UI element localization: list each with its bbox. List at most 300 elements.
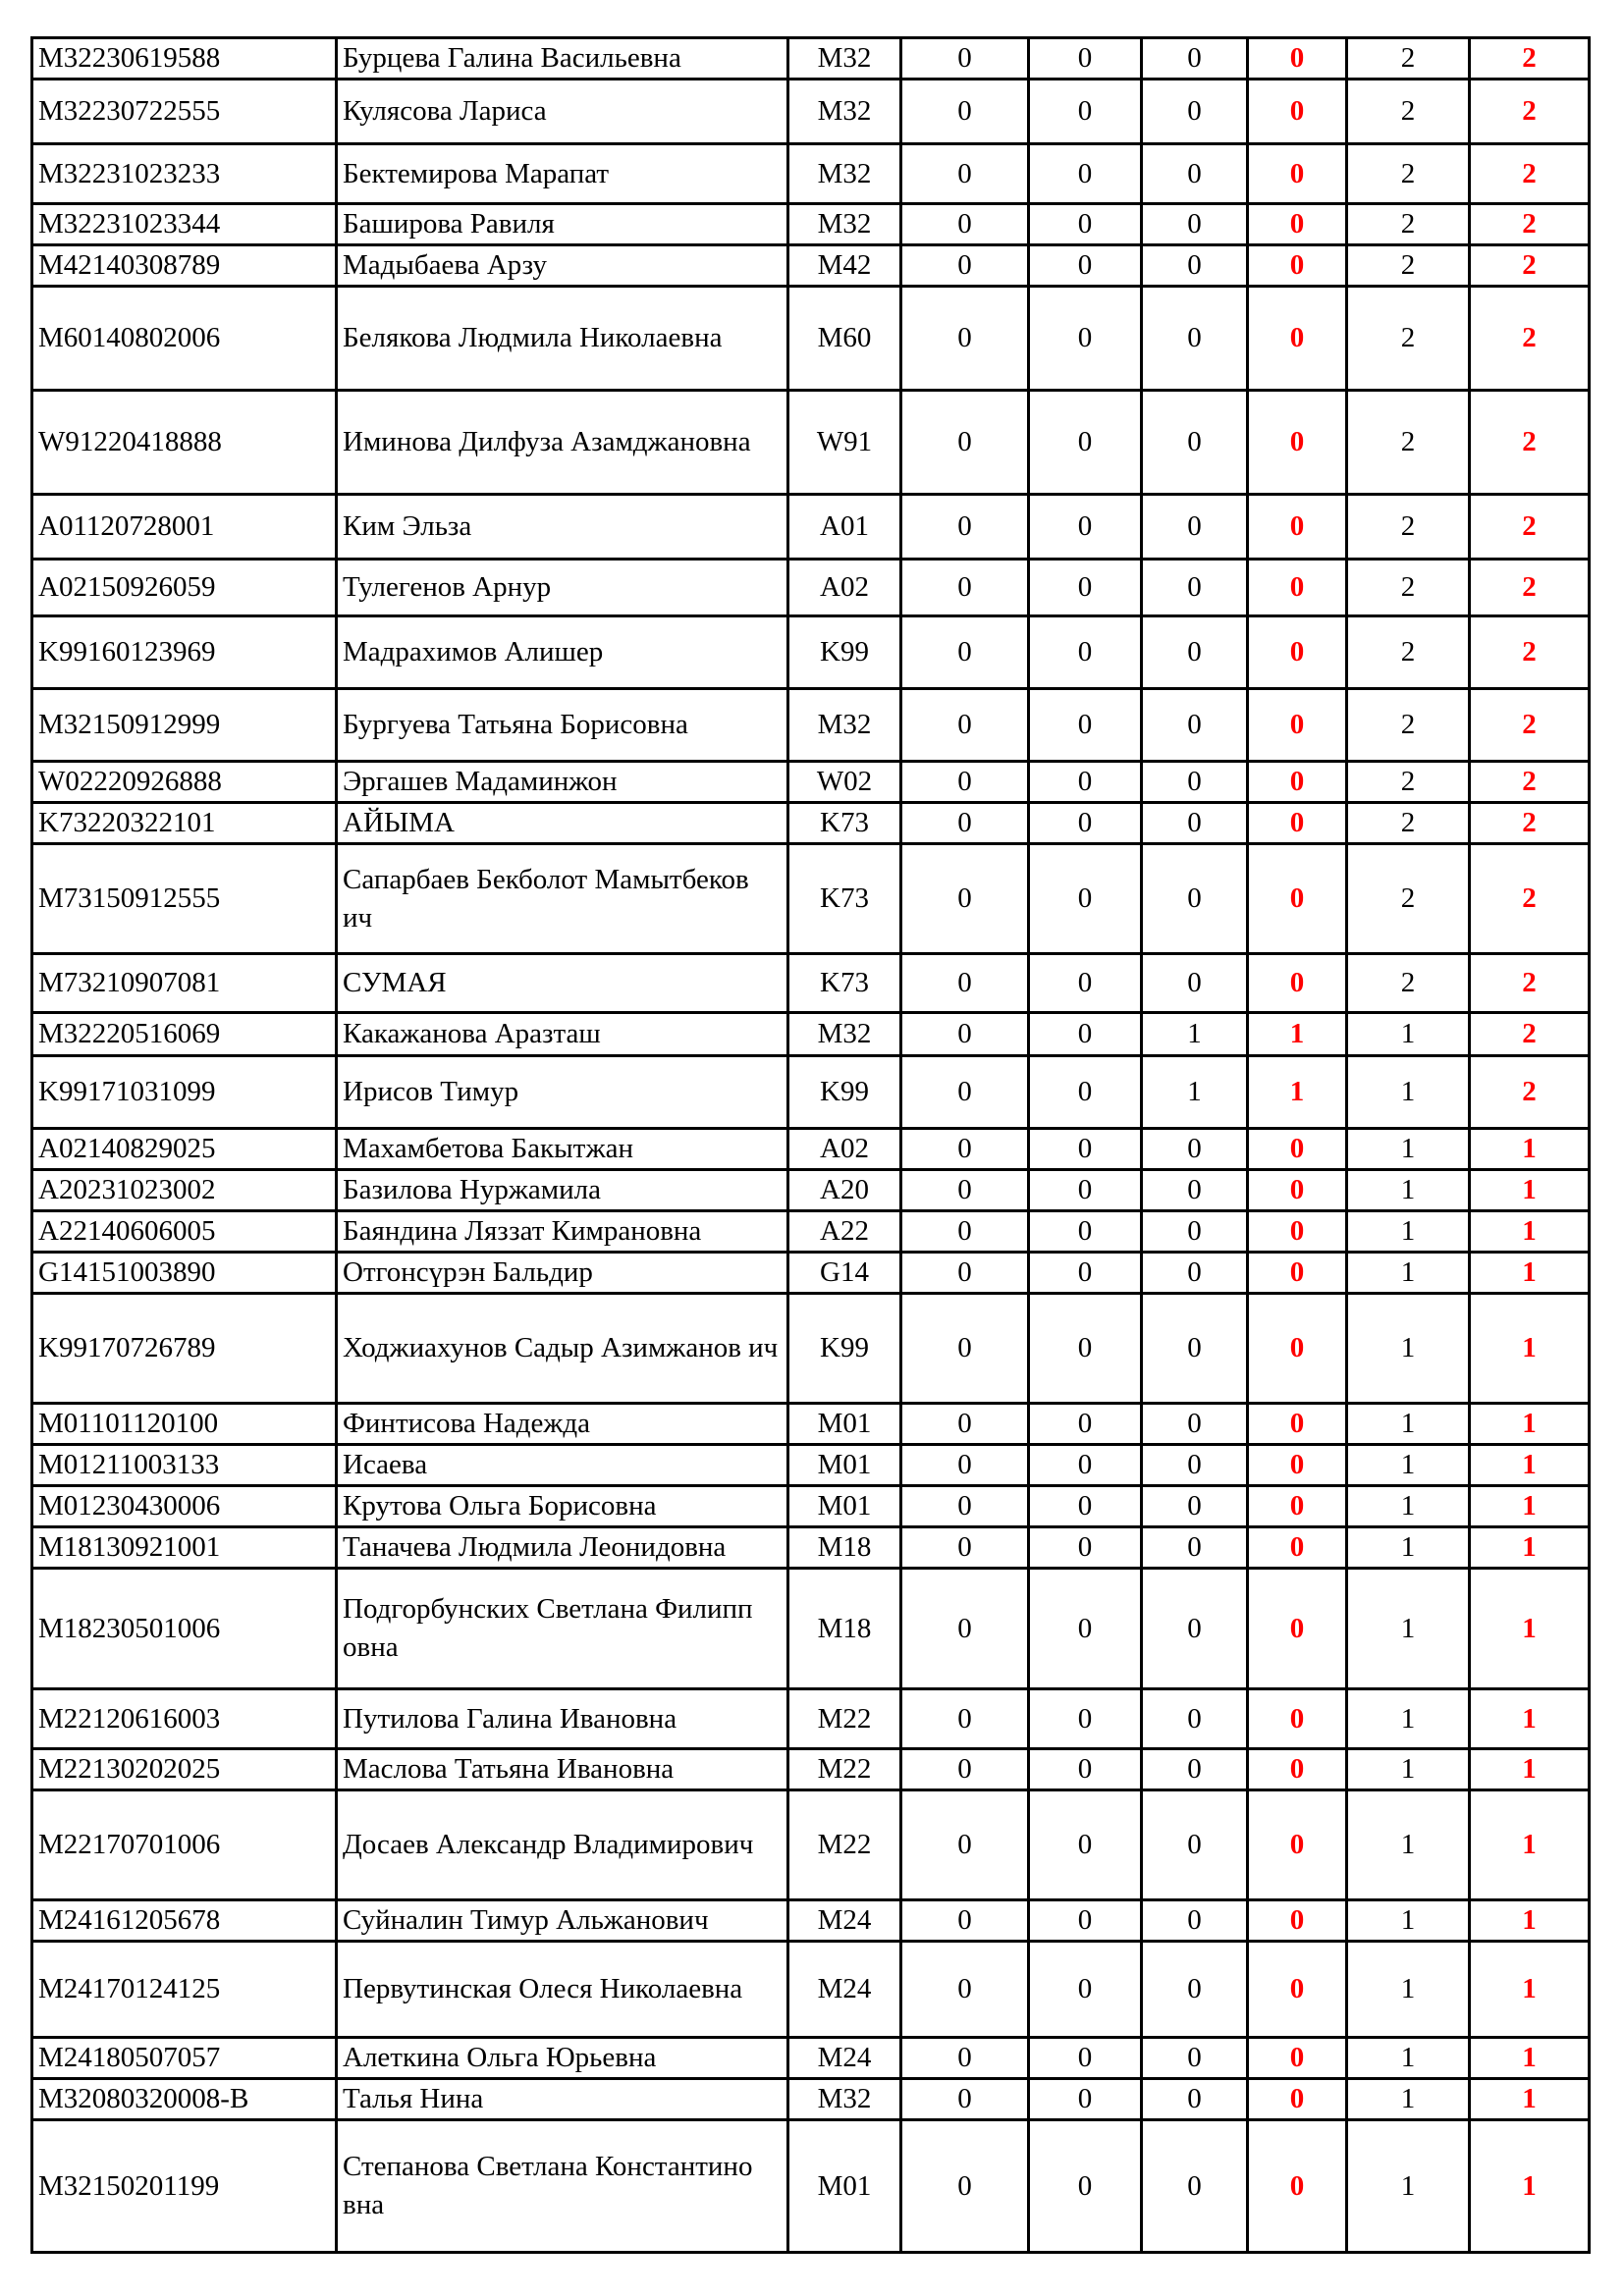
participant-name: Бургуева Татьяна Борисовна [337, 689, 788, 762]
total-score: 1 [1470, 1790, 1590, 1900]
participant-code: G14151003890 [32, 1253, 337, 1294]
score-col-1: 0 [901, 495, 1029, 560]
score-col-1: 0 [901, 1689, 1029, 1749]
score-col-3: 0 [1142, 495, 1248, 560]
participant-code: M32080320008-B [32, 2079, 337, 2120]
score-col-2: 0 [1029, 1013, 1142, 1056]
table-row [32, 1211, 1590, 1253]
score-col-4-highlight: 0 [1248, 1486, 1347, 1527]
participant-code: A01120728001 [32, 495, 337, 560]
participant-code: M32230619588 [32, 38, 337, 80]
participant-code: W91220418888 [32, 391, 337, 495]
participant-name: Финтисова Надежда [337, 1404, 788, 1445]
score-col-1: 0 [901, 1749, 1029, 1790]
participant-name: Иминова Дилфуза Азамджановна [337, 391, 788, 495]
group-code: W91 [788, 391, 901, 495]
score-col-2: 0 [1029, 1211, 1142, 1253]
participant-name: Крутова Ольга Борисовна [337, 1486, 788, 1527]
total-score: 1 [1470, 1211, 1590, 1253]
score-col-1: 0 [901, 689, 1029, 762]
score-col-1: 0 [901, 1170, 1029, 1211]
table-row [32, 1749, 1590, 1790]
total-score: 2 [1470, 1013, 1590, 1056]
participant-code: M18230501006 [32, 1569, 337, 1689]
group-code: K73 [788, 803, 901, 844]
score-col-1: 0 [901, 391, 1029, 495]
score-col-4-highlight: 0 [1248, 762, 1347, 803]
table-row [32, 1527, 1590, 1569]
participant-code: M22170701006 [32, 1790, 337, 1900]
table-row [32, 689, 1590, 762]
score-col-5: 2 [1347, 762, 1470, 803]
score-col-4-highlight: 0 [1248, 616, 1347, 689]
score-col-5: 2 [1347, 287, 1470, 391]
score-col-1: 0 [901, 616, 1029, 689]
score-col-2: 0 [1029, 1445, 1142, 1486]
score-col-5: 2 [1347, 560, 1470, 616]
table-row [32, 80, 1590, 144]
group-code: K73 [788, 844, 901, 954]
score-col-3: 0 [1142, 803, 1248, 844]
participant-code: M01101120100 [32, 1404, 337, 1445]
score-col-1: 0 [901, 287, 1029, 391]
table-row [32, 1900, 1590, 1942]
score-col-3: 0 [1142, 204, 1248, 245]
group-code: W02 [788, 762, 901, 803]
table-row [32, 560, 1590, 616]
total-score: 2 [1470, 844, 1590, 954]
participant-code: M01230430006 [32, 1486, 337, 1527]
score-col-4-highlight: 0 [1248, 287, 1347, 391]
group-code: A02 [788, 560, 901, 616]
total-score: 1 [1470, 1253, 1590, 1294]
total-score: 2 [1470, 287, 1590, 391]
table-row [32, 1170, 1590, 1211]
score-col-4-highlight: 1 [1248, 1056, 1347, 1129]
score-col-1: 0 [901, 1527, 1029, 1569]
participant-code: K73220322101 [32, 803, 337, 844]
group-code: A01 [788, 495, 901, 560]
score-col-5: 1 [1347, 1749, 1470, 1790]
score-col-3: 0 [1142, 1790, 1248, 1900]
score-col-3: 0 [1142, 844, 1248, 954]
score-col-4-highlight: 0 [1248, 80, 1347, 144]
score-col-2: 0 [1029, 1129, 1142, 1170]
participant-name: Эргашев Мадаминжон [337, 762, 788, 803]
score-col-3: 0 [1142, 1900, 1248, 1942]
score-col-5: 1 [1347, 1253, 1470, 1294]
score-col-3: 0 [1142, 1486, 1248, 1527]
participant-code: M01211003133 [32, 1445, 337, 1486]
total-score: 2 [1470, 204, 1590, 245]
score-col-4-highlight: 0 [1248, 1170, 1347, 1211]
score-col-1: 0 [901, 1211, 1029, 1253]
score-col-1: 0 [901, 80, 1029, 144]
participant-code: M18130921001 [32, 1527, 337, 1569]
total-score: 2 [1470, 560, 1590, 616]
score-col-2: 0 [1029, 287, 1142, 391]
score-col-5: 1 [1347, 1445, 1470, 1486]
participant-name: Суйналин Тимур Альжанович [337, 1900, 788, 1942]
total-score: 1 [1470, 2079, 1590, 2120]
participant-code: M24180507057 [32, 2038, 337, 2079]
score-col-3: 1 [1142, 1056, 1248, 1129]
participant-name: Кулясова Лариса [337, 80, 788, 144]
group-code: M01 [788, 1486, 901, 1527]
participant-name: Тулегенов Арнур [337, 560, 788, 616]
score-col-3: 0 [1142, 762, 1248, 803]
total-score: 1 [1470, 2120, 1590, 2253]
table-row [32, 762, 1590, 803]
score-col-4-highlight: 0 [1248, 495, 1347, 560]
score-col-2: 0 [1029, 560, 1142, 616]
participant-name: Первутинская Олеся Николаевна [337, 1942, 788, 2038]
score-col-3: 0 [1142, 1942, 1248, 2038]
score-col-2: 0 [1029, 1749, 1142, 1790]
score-col-4-highlight: 0 [1248, 2079, 1347, 2120]
group-code: M22 [788, 1689, 901, 1749]
participant-name: Бектемирова Марапат [337, 144, 788, 204]
score-col-4-highlight: 0 [1248, 1900, 1347, 1942]
participant-name: Баширова Равиля [337, 204, 788, 245]
group-code: M24 [788, 1900, 901, 1942]
participant-code: M24170124125 [32, 1942, 337, 2038]
score-col-4-highlight: 0 [1248, 560, 1347, 616]
score-col-5: 2 [1347, 689, 1470, 762]
score-col-2: 0 [1029, 495, 1142, 560]
group-code: M18 [788, 1569, 901, 1689]
score-col-2: 0 [1029, 80, 1142, 144]
table-row [32, 495, 1590, 560]
participant-code: M32150912999 [32, 689, 337, 762]
score-col-4-highlight: 0 [1248, 2038, 1347, 2079]
participant-name: Мадыбаева Арзу [337, 245, 788, 287]
participant-name: Какажанова Аразташ [337, 1013, 788, 1056]
group-code: K99 [788, 616, 901, 689]
participant-code: M32230722555 [32, 80, 337, 144]
score-col-4-highlight: 0 [1248, 1253, 1347, 1294]
participant-name: Алеткина Ольга Юрьевна [337, 2038, 788, 2079]
participant-code: M32150201199 [32, 2120, 337, 2253]
results-table [30, 36, 1591, 2254]
participant-name: Базилова Нуржамила [337, 1170, 788, 1211]
score-col-5: 1 [1347, 1900, 1470, 1942]
score-col-4-highlight: 0 [1248, 1129, 1347, 1170]
score-col-2: 0 [1029, 616, 1142, 689]
score-col-1: 0 [901, 762, 1029, 803]
table-row [32, 1129, 1590, 1170]
score-col-3: 0 [1142, 1749, 1248, 1790]
total-score: 1 [1470, 1942, 1590, 2038]
score-col-5: 1 [1347, 1056, 1470, 1129]
score-col-1: 0 [901, 1445, 1029, 1486]
score-col-4-highlight: 0 [1248, 1569, 1347, 1689]
score-col-1: 0 [901, 2120, 1029, 2253]
score-col-5: 1 [1347, 1689, 1470, 1749]
total-score: 2 [1470, 38, 1590, 80]
score-col-4-highlight: 0 [1248, 1404, 1347, 1445]
participant-name: Махамбетова Бакытжан [337, 1129, 788, 1170]
participant-code: M32220516069 [32, 1013, 337, 1056]
score-col-3: 0 [1142, 1569, 1248, 1689]
total-score: 1 [1470, 1689, 1590, 1749]
participant-name: Досаев Александр Владимирович [337, 1790, 788, 1900]
score-col-2: 0 [1029, 204, 1142, 245]
total-score: 1 [1470, 1569, 1590, 1689]
participant-name: СУМАЯ [337, 954, 788, 1013]
score-col-3: 0 [1142, 616, 1248, 689]
participant-name: Степанова Светлана Константино вна [337, 2120, 788, 2253]
score-col-5: 1 [1347, 2038, 1470, 2079]
score-col-5: 1 [1347, 1942, 1470, 2038]
score-col-2: 0 [1029, 689, 1142, 762]
score-col-5: 2 [1347, 144, 1470, 204]
table-row [32, 245, 1590, 287]
total-score: 2 [1470, 495, 1590, 560]
score-col-5: 1 [1347, 1013, 1470, 1056]
score-col-5: 1 [1347, 1129, 1470, 1170]
score-col-1: 0 [901, 245, 1029, 287]
group-code: A02 [788, 1129, 901, 1170]
score-col-5: 2 [1347, 204, 1470, 245]
score-col-5: 2 [1347, 38, 1470, 80]
group-code: K99 [788, 1294, 901, 1404]
participant-code: A20231023002 [32, 1170, 337, 1211]
score-col-4-highlight: 0 [1248, 38, 1347, 80]
score-col-4-highlight: 0 [1248, 954, 1347, 1013]
group-code: G14 [788, 1253, 901, 1294]
score-col-5: 2 [1347, 495, 1470, 560]
score-col-2: 0 [1029, 1253, 1142, 1294]
score-col-1: 0 [901, 1129, 1029, 1170]
score-col-5: 2 [1347, 80, 1470, 144]
table-row [32, 1942, 1590, 2038]
group-code: A20 [788, 1170, 901, 1211]
score-col-5: 2 [1347, 803, 1470, 844]
table-row [32, 1689, 1590, 1749]
table-row [32, 1294, 1590, 1404]
score-col-2: 0 [1029, 954, 1142, 1013]
score-col-4-highlight: 0 [1248, 204, 1347, 245]
participant-name: Отгонсүрэн Бальдир [337, 1253, 788, 1294]
score-col-2: 0 [1029, 2079, 1142, 2120]
total-score: 2 [1470, 144, 1590, 204]
score-col-5: 1 [1347, 1790, 1470, 1900]
table-row [32, 1445, 1590, 1486]
participant-code: W02220926888 [32, 762, 337, 803]
participant-name: Исаева [337, 1445, 788, 1486]
score-col-3: 0 [1142, 954, 1248, 1013]
score-col-1: 0 [901, 560, 1029, 616]
score-col-5: 2 [1347, 844, 1470, 954]
table-row [32, 204, 1590, 245]
group-code: M60 [788, 287, 901, 391]
score-col-1: 0 [901, 38, 1029, 80]
score-col-2: 0 [1029, 2120, 1142, 2253]
participant-name: Сапарбаев Бекболот Мамытбеков ич [337, 844, 788, 954]
score-col-3: 0 [1142, 1129, 1248, 1170]
total-score: 2 [1470, 762, 1590, 803]
score-col-1: 0 [901, 1486, 1029, 1527]
score-col-3: 0 [1142, 1170, 1248, 1211]
score-col-4-highlight: 0 [1248, 1790, 1347, 1900]
participant-name: Белякова Людмила Николаевна [337, 287, 788, 391]
score-col-1: 0 [901, 2079, 1029, 2120]
score-col-2: 0 [1029, 1527, 1142, 1569]
participant-code: M73150912555 [32, 844, 337, 954]
participant-code: M22130202025 [32, 1749, 337, 1790]
score-col-2: 0 [1029, 1056, 1142, 1129]
participant-code: A22140606005 [32, 1211, 337, 1253]
score-col-3: 0 [1142, 2120, 1248, 2253]
score-col-1: 0 [901, 1404, 1029, 1445]
score-col-1: 0 [901, 144, 1029, 204]
group-code: M22 [788, 1749, 901, 1790]
score-col-2: 0 [1029, 2038, 1142, 2079]
score-col-4-highlight: 0 [1248, 1942, 1347, 2038]
score-col-3: 0 [1142, 2079, 1248, 2120]
score-col-2: 0 [1029, 803, 1142, 844]
total-score: 1 [1470, 1294, 1590, 1404]
score-col-2: 0 [1029, 38, 1142, 80]
score-col-5: 1 [1347, 1211, 1470, 1253]
group-code: M32 [788, 689, 901, 762]
participant-code: A02140829025 [32, 1129, 337, 1170]
score-col-2: 0 [1029, 1404, 1142, 1445]
total-score: 1 [1470, 1129, 1590, 1170]
table-row [32, 1569, 1590, 1689]
table-row [32, 954, 1590, 1013]
group-code: M32 [788, 2079, 901, 2120]
total-score: 1 [1470, 1404, 1590, 1445]
participant-name: Талья Нина [337, 2079, 788, 2120]
score-col-5: 1 [1347, 2120, 1470, 2253]
total-score: 2 [1470, 80, 1590, 144]
score-col-3: 0 [1142, 560, 1248, 616]
group-code: M24 [788, 2038, 901, 2079]
table-row [32, 616, 1590, 689]
score-col-3: 0 [1142, 1294, 1248, 1404]
score-col-1: 0 [901, 1253, 1029, 1294]
participant-name: Маслова Татьяна Ивановна [337, 1749, 788, 1790]
score-col-3: 0 [1142, 1253, 1248, 1294]
score-col-5: 1 [1347, 2079, 1470, 2120]
score-col-4-highlight: 0 [1248, 803, 1347, 844]
participant-code: K99160123969 [32, 616, 337, 689]
participant-code: M73210907081 [32, 954, 337, 1013]
score-col-1: 0 [901, 2038, 1029, 2079]
score-col-4-highlight: 1 [1248, 1013, 1347, 1056]
score-col-2: 0 [1029, 144, 1142, 204]
score-col-5: 2 [1347, 616, 1470, 689]
score-col-1: 0 [901, 1790, 1029, 1900]
table-row [32, 2120, 1590, 2253]
participant-name: Баяндина Ляззат Кимрановна [337, 1211, 788, 1253]
score-col-2: 0 [1029, 1170, 1142, 1211]
participant-name: АЙЫМА [337, 803, 788, 844]
score-col-5: 2 [1347, 391, 1470, 495]
score-col-3: 0 [1142, 2038, 1248, 2079]
participant-name: Ким Эльза [337, 495, 788, 560]
score-col-4-highlight: 0 [1248, 689, 1347, 762]
score-col-5: 1 [1347, 1294, 1470, 1404]
group-code: M24 [788, 1942, 901, 2038]
score-col-2: 0 [1029, 1569, 1142, 1689]
total-score: 2 [1470, 954, 1590, 1013]
participant-code: M32231023344 [32, 204, 337, 245]
score-col-3: 0 [1142, 391, 1248, 495]
score-col-5: 2 [1347, 245, 1470, 287]
total-score: 1 [1470, 1486, 1590, 1527]
score-col-5: 1 [1347, 1170, 1470, 1211]
score-col-3: 0 [1142, 38, 1248, 80]
score-col-3: 0 [1142, 1689, 1248, 1749]
participant-name: Ирисов Тимур [337, 1056, 788, 1129]
table-row [32, 1056, 1590, 1129]
participant-name: Ходжиахунов Садыр Азимжанов ич [337, 1294, 788, 1404]
score-col-1: 0 [901, 1900, 1029, 1942]
participant-code: M42140308789 [32, 245, 337, 287]
table-row [32, 2079, 1590, 2120]
score-col-4-highlight: 0 [1248, 844, 1347, 954]
participant-code: M24161205678 [32, 1900, 337, 1942]
score-col-4-highlight: 0 [1248, 1527, 1347, 1569]
group-code: M32 [788, 80, 901, 144]
table-row [32, 1404, 1590, 1445]
score-col-2: 0 [1029, 1689, 1142, 1749]
score-col-1: 0 [901, 1294, 1029, 1404]
score-col-1: 0 [901, 1942, 1029, 2038]
score-col-1: 0 [901, 1013, 1029, 1056]
score-col-2: 0 [1029, 1942, 1142, 2038]
participant-code: A02150926059 [32, 560, 337, 616]
total-score: 1 [1470, 1749, 1590, 1790]
score-col-3: 0 [1142, 1527, 1248, 1569]
participant-name: Таначева Людмила Леонидовна [337, 1527, 788, 1569]
score-col-4-highlight: 0 [1248, 1749, 1347, 1790]
participant-code: M60140802006 [32, 287, 337, 391]
group-code: M01 [788, 1445, 901, 1486]
score-col-3: 0 [1142, 287, 1248, 391]
group-code: K73 [788, 954, 901, 1013]
table-row [32, 1486, 1590, 1527]
score-col-1: 0 [901, 954, 1029, 1013]
score-col-2: 0 [1029, 391, 1142, 495]
score-col-4-highlight: 0 [1248, 245, 1347, 287]
participant-name: Подгорбунских Светлана Филипп овна [337, 1569, 788, 1689]
table-row [32, 844, 1590, 954]
group-code: K99 [788, 1056, 901, 1129]
total-score: 1 [1470, 1170, 1590, 1211]
total-score: 2 [1470, 616, 1590, 689]
score-col-2: 0 [1029, 762, 1142, 803]
participant-code: M32231023233 [32, 144, 337, 204]
score-col-4-highlight: 0 [1248, 1294, 1347, 1404]
table-row [32, 2038, 1590, 2079]
score-col-1: 0 [901, 844, 1029, 954]
score-col-3: 0 [1142, 1211, 1248, 1253]
score-col-3: 0 [1142, 245, 1248, 287]
total-score: 1 [1470, 1445, 1590, 1486]
participant-code: M22120616003 [32, 1689, 337, 1749]
score-col-2: 0 [1029, 844, 1142, 954]
total-score: 2 [1470, 689, 1590, 762]
score-col-1: 0 [901, 803, 1029, 844]
score-col-4-highlight: 0 [1248, 1689, 1347, 1749]
score-col-1: 0 [901, 1056, 1029, 1129]
score-col-5: 2 [1347, 954, 1470, 1013]
group-code: M42 [788, 245, 901, 287]
